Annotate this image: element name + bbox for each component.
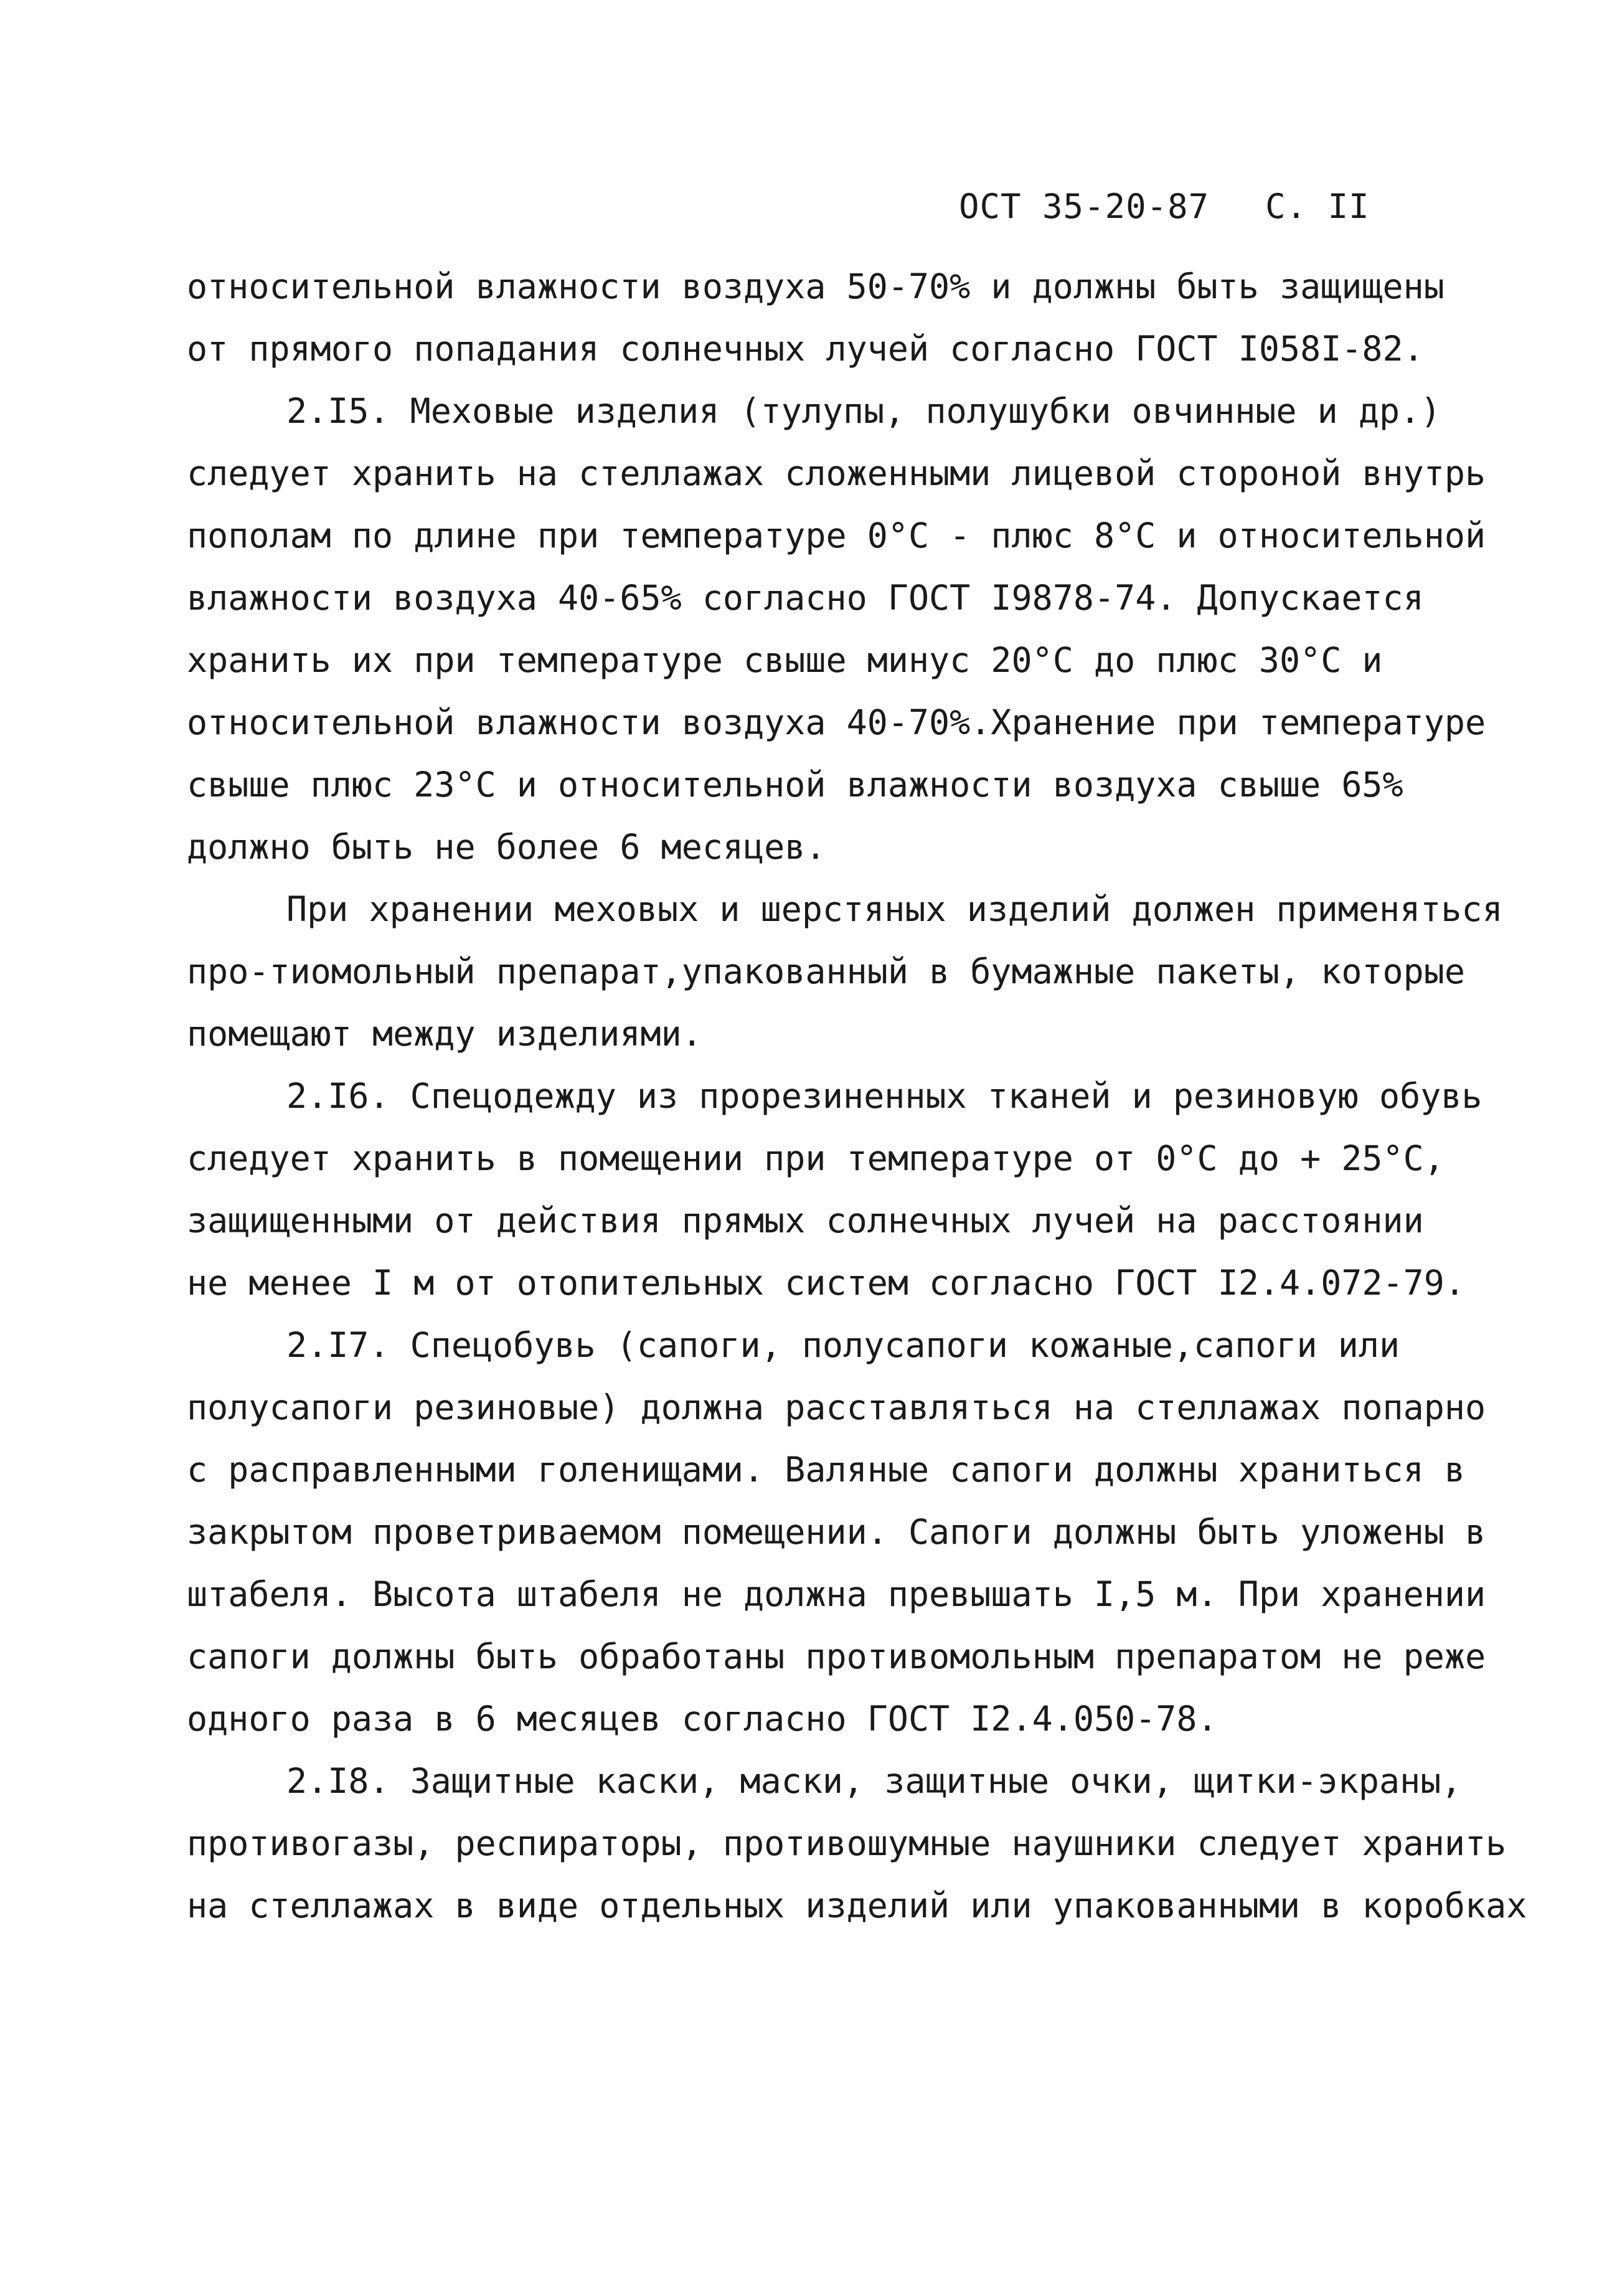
page-header [959, 187, 1370, 226]
paragraph-2-16-start: 2.I6. Спецодежду из прорезиненных тканей и резиновую обувь [286, 1076, 1482, 1116]
body-text [187, 255, 1527, 1937]
text-line: противогазы, респираторы, противошумные наушники следует хранить [187, 1823, 1507, 1863]
text-line: одного раза в 6 месяцев согласно ГОСТ I2.4.050-78. [187, 1699, 1218, 1739]
text-line: штабеля. Высота штабеля не должна превышать I,5 м. При хранении [187, 1574, 1486, 1614]
text-line: влажности воздуха 40-65% согласно ГОСТ I9878-74. Допускается [187, 578, 1424, 618]
text-line: с расправленными голенищами. Валяные сапоги должны храниться в [187, 1450, 1465, 1490]
text-line: следует хранить на стеллажах сложенными лицевой стороной внутрь [187, 453, 1486, 493]
text-line: закрытом проветриваемом помещении. Сапоги должны быть уложены в [187, 1512, 1486, 1552]
text-line: относительной влажности воздуха 50-70% и должны быть защищены [187, 267, 1445, 306]
paragraph-2-18-start: 2.I8. Защитные каски, маски, защитные очки, щитки-экраны, [286, 1761, 1462, 1801]
text-line: помещают между изделиями. [187, 1014, 702, 1054]
text-line: следует хранить в помещении при температуре от 0°С до + 25°С, [187, 1138, 1445, 1178]
paragraph-start: При хранении меховых и шерстяных изделий должен применяться [286, 889, 1503, 929]
text-line: должно быть не более 6 месяцев. [187, 827, 826, 867]
text-line: сапоги должны быть обработаны противомольным препаратом не реже [187, 1637, 1486, 1676]
paragraph-2-15-start: 2.I5. Меховые изделия (тулупы, полушубки овчинные и др.) [286, 391, 1441, 431]
text-line: относительной влажности воздуха 40-70%.Хранение при температуре [187, 702, 1486, 742]
text-line: защищенными от действия прямых солнечных лучей на расстоянии [187, 1201, 1424, 1240]
standard-number: ОСТ 35-20-87 [959, 187, 1210, 226]
page-number: С. II [1265, 187, 1370, 226]
text-line: на стеллажах в виде отдельных изделий или упакованными в коробках [187, 1886, 1527, 1925]
text-line: про-тиомольный препарат,упакованный в бумажные пакеты, которые [187, 952, 1465, 991]
text-line: от прямого попадания солнечных лучей согласно ГОСТ I058I-82. [187, 329, 1424, 369]
text-line: полусапоги резиновые) должна расставляться на стеллажах попарно [187, 1387, 1486, 1427]
text-line: пополам по длине при температуре 0°С - плюс 8°С и относительной [187, 516, 1486, 555]
text-line: хранить их при температуре свыше минус 20°С до плюс 30°С и [187, 640, 1383, 680]
text-line: не менее I м от отопительных систем согласно ГОСТ I2.4.072-79. [187, 1263, 1465, 1303]
text-line: свыше плюс 23°С и относительной влажности воздуха свыше 65% [187, 765, 1403, 805]
paragraph-2-17-start: 2.I7. Спецобувь (сапоги, полусапоги кожаные,сапоги или [286, 1325, 1400, 1365]
